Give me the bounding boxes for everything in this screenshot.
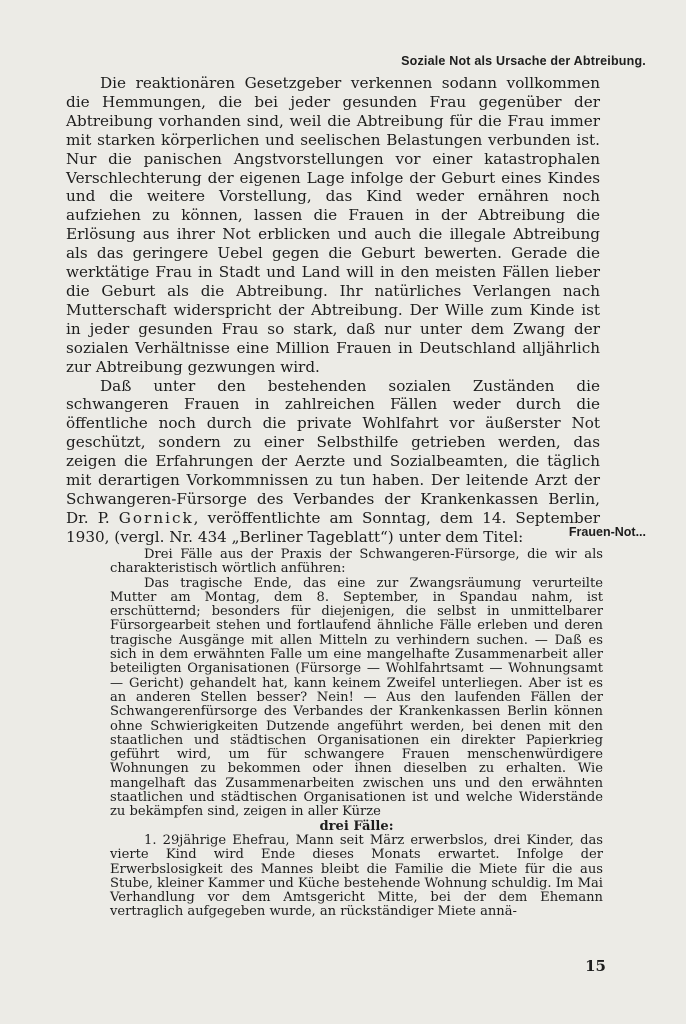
doctor-name: Gornick xyxy=(118,508,194,527)
article-title: Frauen-Not... xyxy=(568,525,646,539)
paragraph-2-after: , veröffentlichte am Sonntag, dem 14. September 1930, (vergl. Nr. 434 „Berliner Tageblatt“) unter dem Titel: xyxy=(66,508,600,546)
paragraph-2-before: Daß unter den bestehenden sozialen Zuständen die schwangeren Frauen in zahlreichen Fällen weder durch die öffentliche noch durch die private Wohlfahrt vor äußerster Not geschützt, sondern zu einer Selbsthilfe getrieben werden, das zeigen die Erfahrungen der Aerzte und Sozialbeamten, die täglich mit derartigen Vorkommnissen zu tun haben. Der leitende Arzt der Schwangeren-Fürsorge des Verbandes der Krankenkassen Berlin, Dr. P. xyxy=(66,376,600,527)
paragraph-1: Die reaktionären Gesetzgeber verkennen sodann vollkommen die Hemmungen, die bei jeder gesunden Frau gegenüber der Abtreibung vorhanden sind, weil die Abtreibung für die Frau immer mit starken körperlichen und seelischen Belastungen verbunden ist. Nur die panischen Angstvorstellungen vor einer katastrophalen Verschlechterung der eigenen Lage infolge der Geburt eines Kindes und die weitere Vorstellung, das Kind weder ernähren noch aufziehen zu können, lassen die Frauen in der Abtreibung die Erlösung aus ihrer Not erblicken und auch die illegale Abtreibung als das geringere Uebel gegen die Geburt bewerten. Gerade die werktätige Frau in Stadt und Land will in den meisten Fällen lieber die Geburt als die Abtreibung. Ihr natürliches Verlangen nach Mutterschaft widerspricht der Abtreibung. Der Wille zum Kinde ist in jeder gesunden Frau so stark, daß nur unter dem Zwang der sozialen Verhältnisse eine Million Frauen in Deutschland alljährlich zur Abtreibung gezwungen wird. xyxy=(66,74,600,376)
case-1: 1. 29jährige Ehefrau, Mann seit März erwerbslos, drei Kinder, das vierte Kind wird Ende dieses Monats erwartet. Infolge der Erwerbslosigkeit des Mannes bleibt die Familie die Miete für die aus Stube, kleiner Kammer und Küche bestehende Wohnung schuldig. Im Mai Verhandlung vor dem Amtsgericht Mitte, bei der dem Ehemann vertraglich aufgegeben wurde, an rückständiger Miete annä- xyxy=(110,832,603,920)
quoted-article xyxy=(110,548,603,920)
quote-paragraph: Das tragische Ende, das eine zur Zwangsräumung verurteilte Mutter am Montag, dem 8. September, in Spandau nahm, ist erschütternd; besonders für diejenigen, die selbst in unmittelbarer Fürsorgearbeit stehen und fortlaufend ähnliche Fälle erleben und deren tragische Ausgänge mit allen Mitteln zu verhindern suchen. — Daß es sich in dem erwähnten Falle um eine mangelhafte Zusammenarbeit aller beteiligten Organisationen (Fürsorge — Wohlfahrtsamt — Wohnungsamt — Gericht) gehandelt hat, kann keinem Zweifel unterliegen. Aber ist es an anderen Stellen besser? Nein! — Aus den laufenden Fällen der Schwangerenfürsorge des Verbandes der Krankenkassen Berlin können ohne Schwierigkeiten Dutzende angeführt werden, bei denen mit den staatlichen und städtischen Organisationen ein direkter Papierkrieg geführt wird, um für schwangere Frauen menschenwürdigere Wohnungen zu bekommen oder ihnen dieselben zu erhalten. Wie mangelhaft das Zusammenarbeiten zwischen uns und den erwähnten staatlichen und städtischen Organisationen ist und welche Widerstände zu bekämpfen sind, zeigen in aller Kürze xyxy=(110,575,603,820)
cases-title: drei Fälle: xyxy=(319,818,394,834)
paragraph-2 xyxy=(66,377,600,547)
main-text xyxy=(66,74,600,547)
running-head: Soziale Not als Ursache der Abtreibung. xyxy=(401,54,646,68)
page-number: 15 xyxy=(585,957,606,975)
quote-intro: Drei Fälle aus der Praxis der Schwangeren-Fürsorge, die wir als charakteristisch wörtlich anführen: xyxy=(110,547,603,577)
